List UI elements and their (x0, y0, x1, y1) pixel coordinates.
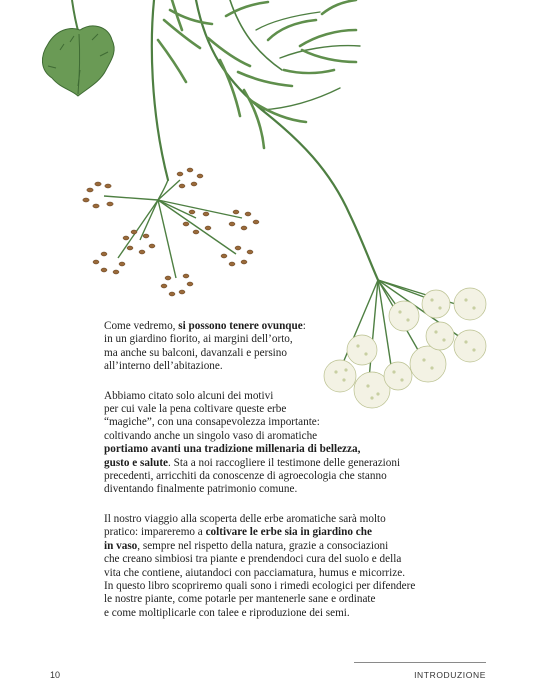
text-run: . Sta a noi raccogliere il testimone delle generazioni (168, 456, 401, 469)
parsley-leaf-icon (42, 0, 114, 96)
text-run: “magiche”, con una consapevolezza importante: (104, 416, 320, 429)
text-line (104, 416, 434, 429)
text-line (104, 333, 434, 346)
text-run: Il nostro viaggio alla scoperta delle erbe aromatiche sarà molto (104, 512, 386, 525)
page-number: 10 (50, 670, 61, 680)
text-line (104, 390, 434, 403)
text-run: vita che contiene, aiutandoci con pacciamatura, humus e micorrize. (104, 566, 405, 579)
text-run: pratico: impareremo a (104, 526, 206, 539)
text-line (104, 457, 434, 470)
bold-run: portiamo avanti una tradizione millenaria di bellezza, (104, 443, 361, 456)
text-run: coltivando anche un singolo vaso di aromatiche (104, 429, 318, 442)
text-line (104, 580, 434, 593)
bold-run: gusto e salute (104, 456, 169, 469)
text-run: ma anche su balconi, davanzali e persino (104, 346, 287, 359)
text-line (104, 526, 434, 539)
text-line (104, 567, 434, 580)
paragraph (104, 320, 434, 374)
text-run: In questo libro scopriremo quali sono i rimedi ecologici per difendere (104, 579, 416, 592)
bold-run: coltivare le erbe sia in giardino che (205, 526, 372, 539)
text-line (104, 540, 434, 553)
text-run: in un giardino fiorito, ai margini dell’orto, (104, 333, 293, 346)
text-run: e come moltiplicarle con talee e riproduzione dei semi. (104, 606, 350, 619)
text-run: Come vedremo, (104, 320, 179, 332)
text-line (104, 607, 434, 620)
paragraph (104, 390, 434, 497)
text-run: le nostre piante, come potarle per mantenerle sane e ordinate (104, 593, 376, 606)
text-run: , sempre nel rispetto della natura, grazie a consociazioni (137, 539, 389, 552)
text-run: che creano simbiosi tra piante e prendendoci cura del suolo e della (104, 553, 402, 566)
needle-leaves (158, 0, 356, 148)
text-line (104, 553, 434, 566)
text-line (104, 360, 434, 373)
body-text (104, 320, 434, 636)
text-run: : (302, 320, 306, 332)
text-run: diventando finalmente patrimonio comune. (104, 483, 298, 496)
footer-rule (354, 662, 486, 663)
text-run: Abbiamo citato solo alcuni dei motivi (104, 389, 274, 402)
section-title: INTRODUZIONE (414, 670, 486, 680)
paragraph (104, 513, 434, 620)
text-run: all’interno dell’abitazione. (104, 360, 223, 373)
text-line (104, 403, 434, 416)
bold-run: si possono tenere ovunque (178, 320, 303, 332)
text-run: per cui vale la pena coltivare queste erbe (104, 403, 287, 416)
text-line (104, 430, 434, 443)
bold-run: in vaso (104, 539, 138, 552)
text-line (104, 513, 434, 526)
stems (152, 0, 378, 280)
text-line (104, 593, 434, 606)
text-run: precedenti, arricchiti da conoscenze di agroecologia che stanno (104, 470, 387, 483)
text-line (104, 443, 434, 456)
text-line (104, 320, 434, 333)
text-line (104, 483, 434, 496)
text-line (104, 347, 434, 360)
text-line (104, 470, 434, 483)
seed-umbel-icon (83, 168, 259, 296)
